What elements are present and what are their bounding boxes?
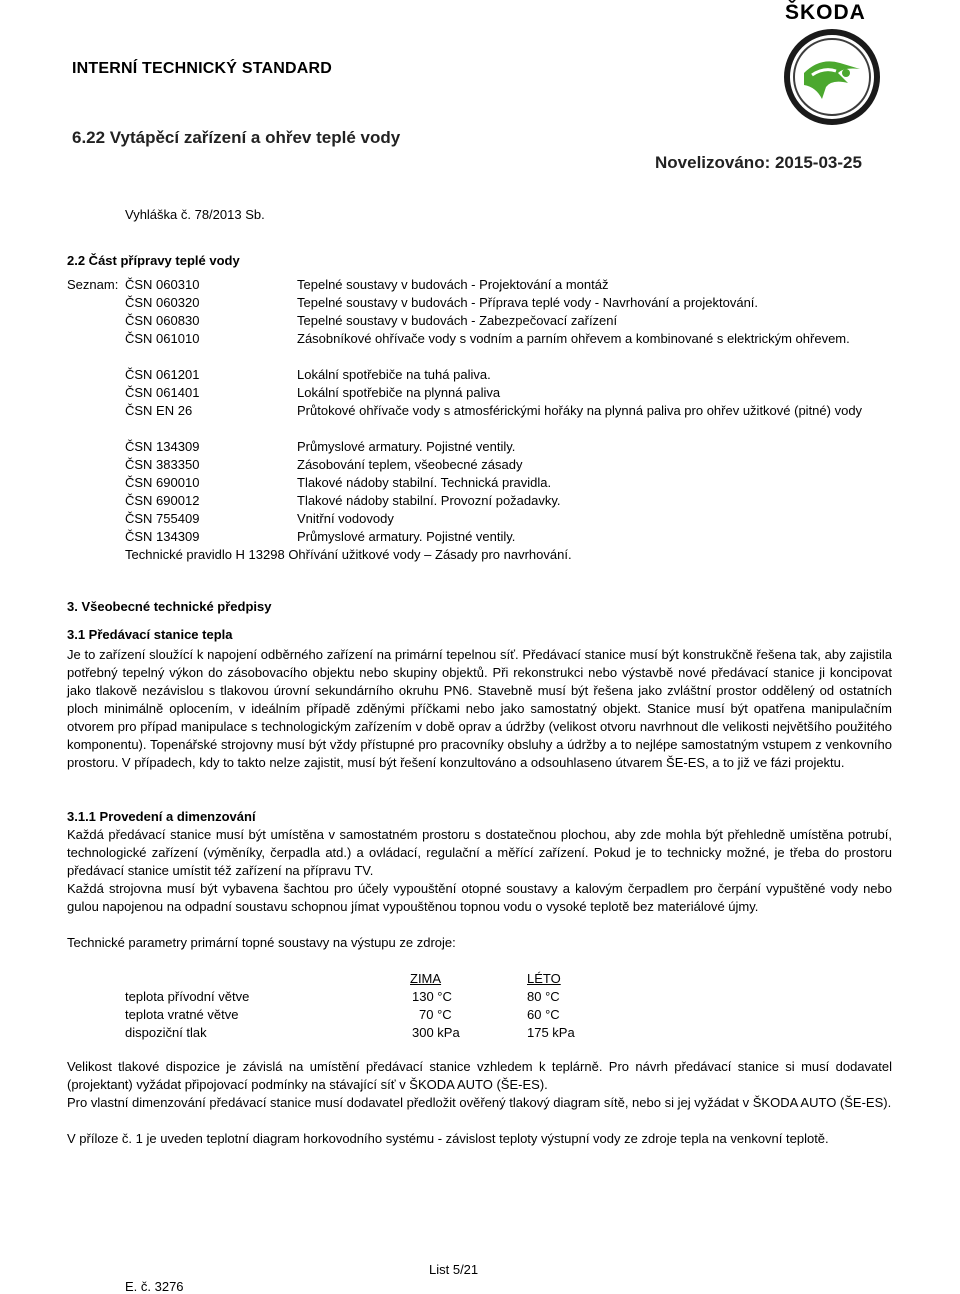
standard-code: ČSN 690012 [125, 493, 200, 508]
standard-desc: Průmyslové armatury. Pojistné ventily. [297, 439, 516, 454]
doc-subtitle: 6.22 Vytápěcí zařízení a ohřev teplé vody [72, 128, 401, 147]
brand-wordmark: ŠKODA [785, 1, 866, 24]
section-heading: 2.2 Část přípravy teplé vody [67, 253, 240, 268]
standard-desc: Průmyslové armatury. Pojistné ventily. [297, 529, 516, 544]
standard-desc: Průtokové ohřívače vody s atmosférickými hořáky na plynná paliva pro ohřev užitkové (pitné) vody [297, 403, 863, 418]
standard-desc: Vnitřní vodovody [297, 511, 394, 526]
standard-desc: Lokální spotřebiče na plynná paliva [297, 385, 501, 400]
subsection-heading: 3.1 Předávací stanice tepla [67, 627, 233, 642]
tech-rule: Technické pravidlo H 13298 Ohřívání užitkové vody – Zásady pro navrhování. [125, 547, 572, 562]
paragraph: V příloze č. 1 je uveden teplotní diagram horkovodního systému - závislost teploty výstupní vody ze zdroje tepla na venkovní teplotě. [67, 1131, 829, 1146]
page-number: List 5/21 [429, 1262, 479, 1277]
standard-code: ČSN 134309 [125, 439, 200, 454]
table-cell: 70 °C [419, 1007, 452, 1022]
paragraph: Každá strojovna musí být vybavena šachtou pro účely vypouštění otopné soustavy a kalovým čerpadlem pro čerpání vypuštěné vody nebo gulou napojenou na odpadní soustavu schopnou jímat vypouštěnou topnou vodu o vysoké teplotě bez materiálové újmy. [67, 881, 892, 914]
standard-desc: Tepelné soustavy v budovách - Zabezpečovací zařízení [297, 313, 618, 328]
table-cell: 130 °C [412, 989, 452, 1004]
table-cell: 300 kPa [412, 1025, 460, 1040]
paragraph: Velikost tlakové dispozice je závislá na umístění předávací stanice vzhledem k teplárně. Pro návrh předávací stanice si musí dodavatel (projektant) vyžádat připojovací podmínky na stávající síť v ŠKODA AUTO (ŠE-ES). [67, 1059, 892, 1092]
list-label: Seznam: [67, 277, 119, 292]
doc-title: INTERNÍ TECHNICKÝ STANDARD [72, 60, 333, 77]
standard-code: ČSN 134309 [125, 529, 200, 544]
table-row-label: teplota přívodní větve [125, 989, 250, 1004]
table-row-label: dispoziční tlak [125, 1025, 207, 1040]
standard-desc: Tepelné soustavy v budovách - Projektování a montáž [297, 277, 609, 292]
table-cell: 60 °C [527, 1007, 560, 1022]
paragraph: Pro vlastní dimenzování předávací stanice musí dodavatel předložit ověřený tlakový diagram sítě, nebo si jej vyžádat v ŠKODA AUTO (ŠE-ES). [67, 1095, 892, 1110]
table-header-summer: LÉTO [527, 971, 561, 986]
standard-code: ČSN 755409 [125, 511, 200, 526]
standard-desc: Lokální spotřebiče na tuhá paliva. [297, 367, 491, 382]
skoda-logo-icon [782, 27, 882, 132]
standard-desc: Zásobování teplem, všeobecné zásady [297, 457, 523, 472]
standard-code: ČSN 690010 [125, 475, 200, 490]
table-header-winter: ZIMA [410, 971, 442, 986]
revision-date: Novelizováno: 2015-03-25 [655, 153, 862, 172]
standard-code: ČSN 060310 [125, 277, 200, 292]
subsection-heading: 3.1.1 Provedení a dimenzování [67, 809, 256, 824]
standard-code: ČSN 060320 [125, 295, 200, 310]
section-heading: 3. Všeobecné technické předpisy [67, 599, 272, 614]
paragraph: Je to zařízení sloužící k napojení odběrného zařízení na primární tepelnou síť. Předávací stanice musí být konstrukčně řešena tak, aby zajistila potřebný tepelný výkon do zásobovacího objektu nebo skupiny objektů. Při rekonstrukci nebo výstavbě nové předávací stanice ji koncipovat jako tlakově nezávislou s tlakovou úrovní sekundárního okruhu PN6. Stavebně musí být řešena jako zvláštní prostor oddělený od ostatních ploch minimálně oplocením, v ideálním případě zděnými příčkami nebo jako samostatný objekt. Stanice musí být opatřena manipulačním otvorem pro případ manipulace s technologickým zařízením v době oprav a údržby (velikost otvoru navrhnout dle velikosti největšího použitého komponentu). Topenářské strojovny musí být vždy přístupné pro pracovníky obsluhy a údržby a to nejlépe samostatným vstupem z venkovního prostoru. V případech, kdy to takto nelze zajistit, musí být řešení konzultováno a odsouhlaseno útvarem ŠE-ES, a to již ve fázi projektu. [67, 647, 892, 770]
standard-code: ČSN 383350 [125, 457, 200, 472]
document-number: E. č. 3276 [125, 1279, 184, 1294]
standard-code: ČSN 060830 [125, 313, 200, 328]
standard-desc: Tepelné soustavy v budovách - Příprava teplé vody - Navrhování a projektování. [297, 295, 759, 310]
table-cell: 80 °C [527, 989, 560, 1004]
standard-desc: Zásobníkové ohřívače vody s vodním a parním ohřevem a kombinované s elektrickým ohřevem. [297, 331, 850, 346]
paragraph: Technické parametry primární topné soustavy na výstupu ze zdroje: [67, 935, 456, 950]
standard-desc: Tlakové nádoby stabilní. Technická pravidla. [297, 475, 552, 490]
standard-code: ČSN EN 26 [125, 403, 193, 418]
standard-code: ČSN 061010 [125, 331, 200, 346]
intro-line: Vyhláška č. 78/2013 Sb. [125, 207, 265, 222]
standard-desc: Tlakové nádoby stabilní. Provozní požadavky. [297, 493, 561, 508]
table-cell: 175 kPa [527, 1025, 575, 1040]
standard-code: ČSN 061401 [125, 385, 200, 400]
table-row-label: teplota vratné větve [125, 1007, 239, 1022]
standard-code: ČSN 061201 [125, 367, 200, 382]
paragraph: Každá předávací stanice musí být umístěna v samostatném prostoru s dostatečnou plochou, aby zde mohla být přehledně umístěna potrubí, technologické zařízení (výměníky, čerpadla atd.) a ovládací, regulační a měřící zařízení. Pokud je to technicky možné, je třeba do prostoru předávací stanice umístit též zařízení na přípravu TV. [67, 827, 892, 878]
